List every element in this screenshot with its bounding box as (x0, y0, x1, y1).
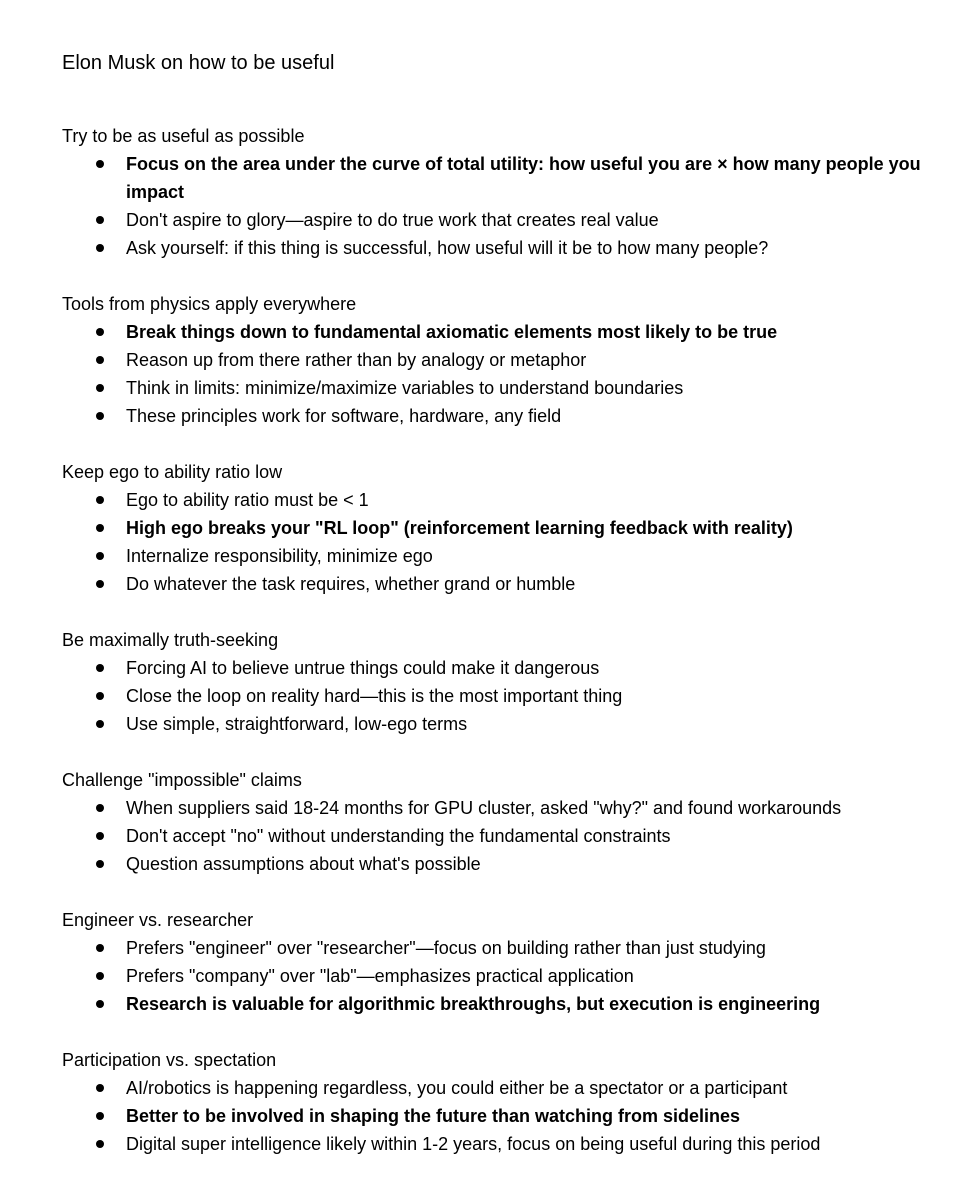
list-item-text: Internalize responsibility, minimize ego (126, 546, 433, 566)
bullet-icon (96, 664, 104, 672)
bullet-icon (96, 552, 104, 560)
bullet-icon (96, 720, 104, 728)
list-item (62, 1130, 942, 1158)
list-item-text: Reason up from there rather than by analogy or metaphor (126, 350, 587, 370)
list-item (62, 486, 942, 514)
section-heading: Try to be as useful as possible (62, 126, 305, 146)
section-heading: Be maximally truth-seeking (62, 630, 279, 650)
list-item-text: High ego breaks your "RL loop" (reinforcement learning feedback with reality) (126, 518, 793, 538)
list-item (62, 794, 942, 822)
list-item (62, 934, 942, 962)
bullet-list (62, 794, 942, 878)
list-item (62, 962, 942, 990)
list-item-text: When suppliers said 18-24 months for GPU cluster, asked "why?" and found workarounds (126, 798, 842, 818)
list-item-text: Forcing AI to believe untrue things could make it dangerous (126, 658, 600, 678)
section (62, 626, 942, 738)
bullet-icon (96, 216, 104, 224)
list-item (62, 822, 942, 850)
list-item-text: AI/robotics is happening regardless, you could either be a spectator or a participant (126, 1078, 788, 1098)
section-heading: Participation vs. spectation (62, 1050, 277, 1070)
bullet-icon (96, 328, 104, 336)
bullet-icon (96, 972, 104, 980)
list-item (62, 402, 942, 430)
list-item (62, 374, 942, 402)
list-item-text: Use simple, straightforward, low-ego terms (126, 714, 468, 734)
list-item (62, 542, 942, 570)
list-item-text: Don't aspire to glory—aspire to do true work that creates real value (126, 210, 659, 230)
list-item (62, 234, 942, 262)
list-item-text: Don't accept "no" without understanding the fundamental constraints (126, 826, 671, 846)
section-heading: Keep ego to ability ratio low (62, 462, 283, 482)
bullet-list (62, 318, 942, 430)
bullet-icon (96, 1000, 104, 1008)
bullet-icon (96, 1140, 104, 1148)
bullet-icon (96, 580, 104, 588)
bullet-icon (96, 1112, 104, 1120)
list-item (62, 654, 942, 682)
list-item (62, 514, 942, 542)
bullet-icon (96, 804, 104, 812)
list-item-text: Do whatever the task requires, whether grand or humble (126, 574, 576, 594)
section-heading: Challenge "impossible" claims (62, 770, 302, 790)
list-item-text: Focus on the area under the curve of total utility: how useful you are × how many people you impact (126, 154, 921, 202)
sections-container (62, 122, 942, 1158)
list-item-text: Ego to ability ratio must be < 1 (126, 490, 369, 510)
list-item (62, 318, 942, 346)
list-item-text: Think in limits: minimize/maximize variables to understand boundaries (126, 378, 684, 398)
bullet-icon (96, 832, 104, 840)
section (62, 1046, 942, 1158)
bullet-icon (96, 244, 104, 252)
list-item-text: Question assumptions about what's possible (126, 854, 481, 874)
document-title: Elon Musk on how to be useful (62, 52, 335, 74)
list-item-text: Break things down to fundamental axiomatic elements most likely to be true (126, 322, 778, 342)
list-item (62, 570, 942, 598)
section (62, 458, 942, 598)
document (62, 50, 942, 1186)
list-item-text: Research is valuable for algorithmic breakthroughs, but execution is engineering (126, 994, 821, 1014)
section (62, 290, 942, 430)
bullet-icon (96, 496, 104, 504)
bullet-list (62, 486, 942, 598)
list-item-text: Close the loop on reality hard—this is the most important thing (126, 686, 623, 706)
bullet-icon (96, 692, 104, 700)
bullet-icon (96, 160, 104, 168)
list-item (62, 1074, 942, 1102)
list-item (62, 710, 942, 738)
section (62, 766, 942, 878)
section-heading: Engineer vs. researcher (62, 910, 254, 930)
list-item-text: Prefers "company" over "lab"—emphasizes practical application (126, 966, 634, 986)
bullet-icon (96, 412, 104, 420)
list-item (62, 682, 942, 710)
bullet-icon (96, 356, 104, 364)
list-item (62, 990, 942, 1018)
list-item (62, 850, 942, 878)
bullet-list (62, 1074, 942, 1158)
list-item-text: Better to be involved in shaping the future than watching from sidelines (126, 1106, 741, 1126)
section (62, 906, 942, 1018)
bullet-icon (96, 1084, 104, 1092)
bullet-icon (96, 944, 104, 952)
list-item (62, 346, 942, 374)
list-item-text: Ask yourself: if this thing is successful, how useful will it be to how many people? (126, 238, 769, 258)
section-heading: Tools from physics apply everywhere (62, 294, 357, 314)
bullet-icon (96, 384, 104, 392)
bullet-list (62, 934, 942, 1018)
list-item-text: Digital super intelligence likely within 1-2 years, focus on being useful during this period (126, 1134, 821, 1154)
bullet-icon (96, 524, 104, 532)
bullet-icon (96, 860, 104, 868)
bullet-list (62, 654, 942, 738)
bullet-list (62, 150, 942, 262)
list-item-text: Prefers "engineer" over "researcher"—focus on building rather than just studying (126, 938, 766, 958)
list-item (62, 150, 942, 206)
section (62, 122, 942, 262)
list-item (62, 1102, 942, 1130)
list-item (62, 206, 942, 234)
list-item-text: These principles work for software, hardware, any field (126, 406, 562, 426)
